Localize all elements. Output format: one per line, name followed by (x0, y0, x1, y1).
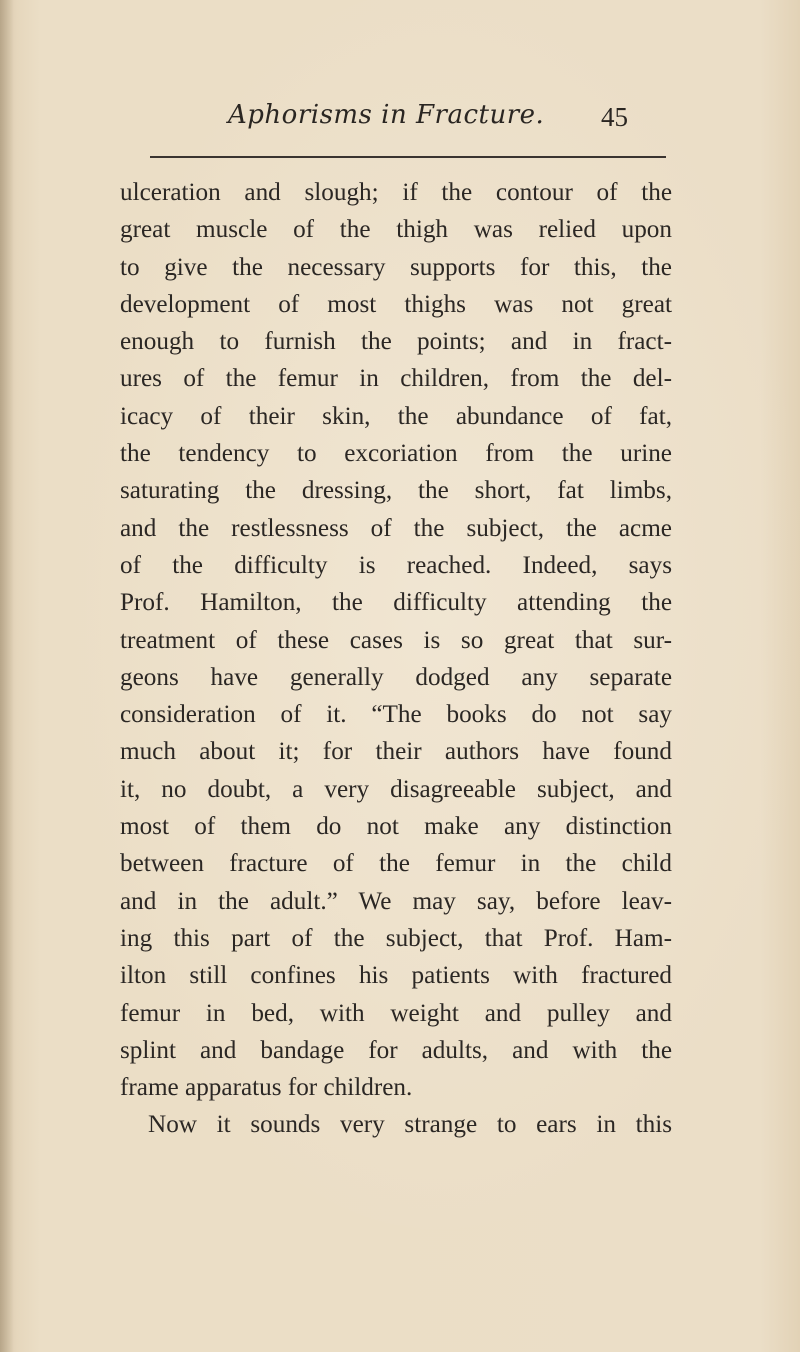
header-rule (150, 156, 666, 158)
page-number: 45 (601, 102, 628, 132)
text-line: saturating the dressing, the short, fat limbs, (120, 477, 672, 505)
text-line: consideration of it. “The books do not say (120, 701, 672, 729)
text-line: it, no doubt, a very disagreeable subject, and (120, 775, 672, 803)
text-line: and the restlessness of the subject, the acme (120, 514, 672, 542)
text-line: Prof. Hamilton, the difficulty attending the (120, 589, 672, 617)
running-title: Aphorisms in Fracture. (228, 100, 545, 130)
running-head (150, 100, 670, 144)
body-text (120, 174, 672, 1144)
text-line: much about it; for their authors have found (120, 738, 672, 766)
text-line: ing this part of the subject, that Prof. Ham- (120, 924, 672, 952)
text-line: ulceration and slough; if the contour of the (120, 179, 672, 206)
text-line: great muscle of the thigh was relied upon (120, 216, 672, 244)
text-line: ilton still confines his patients with fractured (120, 962, 672, 990)
text-line: enough to furnish the points; and in fract- (120, 328, 672, 356)
text-line: most of them do not make any distinction (120, 813, 672, 841)
text-line: development of most thighs was not great (120, 290, 672, 318)
paragraph-end-line: frame apparatus for children. (120, 1074, 413, 1102)
text-line: icacy of their skin, the abundance of fat, (120, 402, 672, 430)
text-line: the tendency to excoriation from the urine (120, 440, 672, 468)
text-line: femur in bed, with weight and pulley and (120, 999, 672, 1027)
text-line: and in the adult.” We may say, before leav- (120, 887, 672, 915)
text-line: to give the necessary supports for this, the (120, 253, 672, 281)
text-line: ures of the femur in children, from the del- (120, 365, 672, 393)
text-line: splint and bandage for adults, and with the (120, 1036, 672, 1064)
spine-shadow (0, 0, 14, 1352)
text-line: geons have generally dodged any separate (120, 663, 672, 691)
text-line: of the difficulty is reached. Indeed, says (120, 551, 672, 579)
paragraph-start-line: Now it sounds very strange to ears in this (148, 1111, 672, 1139)
text-line: between fracture of the femur in the child (120, 850, 672, 878)
text-line: treatment of these cases is so great that sur- (120, 626, 672, 654)
